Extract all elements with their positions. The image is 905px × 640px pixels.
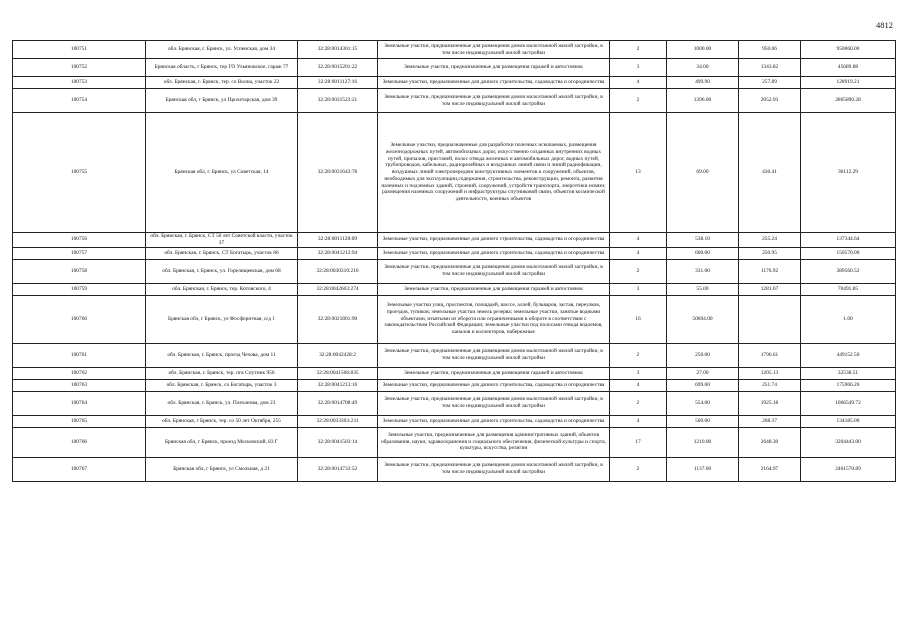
area-cell: 1000.00 <box>667 41 739 59</box>
group-number-cell: 2 <box>610 259 667 283</box>
cadastral-value-cell: 137344.64 <box>801 233 896 248</box>
address-cell: Брянская обл, г Брянск, ул Смольная, д 21 <box>146 457 298 481</box>
area-cell: 1137.00 <box>667 457 739 481</box>
row-id-cell: 100765 <box>13 415 146 427</box>
address-cell: обл. Брянская, г. Брянск, проезд Чехова, дом 11 <box>146 343 298 367</box>
cadastral-number-cell: 32:28:0015201:22 <box>298 59 378 77</box>
group-number-cell: 2 <box>610 41 667 59</box>
area-cell: 27.00 <box>667 367 739 379</box>
row-id-cell: 100752 <box>13 59 146 77</box>
table-row <box>13 233 896 248</box>
address-cell: Брянская область, г Брянск, тер ГО Ульяновское, гараж 77 <box>146 59 298 77</box>
cadastral-number-cell: 32:28:0033303:231 <box>298 415 378 427</box>
unit-value-cell: 2052.93 <box>739 89 801 113</box>
cadastral-value-cell: 449152.50 <box>801 343 896 367</box>
table-row <box>13 391 896 415</box>
cadastral-number-cell: 32:28:0021801:90 <box>298 295 378 343</box>
land-use-cell: Земельные участки, предназначенные для размещения административных зданий, объектов образования, науки, здравоохранения и социального обеспечения, физической культуры и спорта, культуры, искусства, религии <box>378 427 610 457</box>
row-id-cell: 100761 <box>13 343 146 367</box>
land-use-cell: Земельные участки улиц, проспектов, площадей, шоссе, аллей, бульваров, застав, переулков, проездов, тупиков; земельные участки земель резерва; земельные участки, занятые водными объектами, изъятыми из оборота или ограниченными в обороте в соответствии с законодательством Российской Федерации; земельные участки под полосами отвода водоемов, каналов и коллекторов, набережные <box>378 295 610 343</box>
land-use-cell: Земельные участки, предназначенные для размещения гаражей и автостоянок <box>378 367 610 379</box>
group-number-cell: 2 <box>610 457 667 481</box>
address-cell: обл. Брянская, г Брянск, тер. со 50 лет Октября, 255 <box>146 415 298 427</box>
table-row <box>13 247 896 259</box>
cadastral-value-cell: 150570.00 <box>801 247 896 259</box>
area-cell: 50694.00 <box>667 295 739 343</box>
land-registry-table <box>12 40 896 482</box>
area-cell: 554.00 <box>667 391 739 415</box>
unit-value-cell: 1176.92 <box>739 259 801 283</box>
address-cell: Брянская обл, г Брянск, ул Фосфоритная, о/д 1 <box>146 295 298 343</box>
cadastral-number-cell: 32:28:0041213:16 <box>298 379 378 391</box>
table-row <box>13 295 896 343</box>
group-number-cell: 2 <box>610 343 667 367</box>
area-cell: 331.00 <box>667 259 739 283</box>
row-id-cell: 100751 <box>13 41 146 59</box>
table-row <box>13 415 896 427</box>
address-cell: Брянская обл, г Брянск, проезд Московский, 83 Г <box>146 427 298 457</box>
row-id-cell: 100756 <box>13 233 146 248</box>
address-cell: обл. Брянская, г. Брянск, тер. со Волна, участок 22 <box>146 77 298 89</box>
area-cell: 55.00 <box>667 283 739 295</box>
cadastral-number-cell: 32:28:0011127:16 <box>298 77 378 89</box>
area-cell: 1210.00 <box>667 427 739 457</box>
cadastral-number-cell: 32:28:0011128:69 <box>298 233 378 248</box>
address-cell: обл. Брянская, г. Брянск, ул. Успенская, дом 34 <box>146 41 298 59</box>
unit-value-cell: 950.06 <box>739 41 801 59</box>
unit-value-cell <box>739 295 801 343</box>
area-cell: 1396.00 <box>667 89 739 113</box>
area-cell: 250.00 <box>667 343 739 367</box>
land-use-cell: Земельные участки, предназначенные для дачного строительства, садоводства и огородничества <box>378 379 610 391</box>
area-cell: 34.00 <box>667 59 739 77</box>
unit-value-cell: 1281.67 <box>739 283 801 295</box>
group-number-cell: 3 <box>610 59 667 77</box>
cadastral-value-cell: 30112.29 <box>801 113 896 233</box>
address-cell: обл. Брянская, г. Брянск, со Богатырь, участок 3 <box>146 379 298 391</box>
cadastral-number-cell: 32:28:0014301:15 <box>298 41 378 59</box>
group-number-cell: 17 <box>610 427 667 457</box>
group-number-cell: 3 <box>610 367 667 379</box>
row-id-cell: 100763 <box>13 379 146 391</box>
cadastral-number-cell: 32:28:0042603:274 <box>298 283 378 295</box>
table-row <box>13 283 896 295</box>
address-cell: обл. Брянская, г. Брянск, ул. Горелищевская, дом 68 <box>146 259 298 283</box>
cadastral-number-cell: 32:28:0031643:78 <box>298 113 378 233</box>
cadastral-number-cell: 32:28:0031523:21 <box>298 89 378 113</box>
group-number-cell: 3 <box>610 283 667 295</box>
unit-value-cell: 250.95 <box>739 247 801 259</box>
table-body <box>13 41 896 482</box>
group-number-cell: 2 <box>610 89 667 113</box>
area-cell: 500.00 <box>667 415 739 427</box>
cadastral-number-cell: 32:28:0041213:94 <box>298 247 378 259</box>
unit-value-cell: 268.37 <box>739 415 801 427</box>
cadastral-value-cell: 134185.00 <box>801 415 896 427</box>
land-use-cell: Земельные участки, предназначенные для размещения домов малоэтажной жилой застройки, в том числе индивидуальной жилой застройки <box>378 41 610 59</box>
address-cell: обл. Брянская, г. Брянск, СТ 50 лет Советской власти, участок 37 <box>146 233 298 248</box>
table-row <box>13 343 896 367</box>
address-cell: Брянская обл, г Брянск, ул Пролетарская, дом 39 <box>146 89 298 113</box>
cadastral-value-cell: 32538.51 <box>801 367 896 379</box>
cadastral-value-cell: 3204443.00 <box>801 427 896 457</box>
unit-value-cell: 255.24 <box>739 233 801 248</box>
table-row <box>13 113 896 233</box>
row-id-cell: 100766 <box>13 427 146 457</box>
land-use-cell: Земельные участки, предназначенные для размещения гаражей и автостоянок <box>378 283 610 295</box>
cadastral-value-cell: 70491.85 <box>801 283 896 295</box>
group-number-cell: 2 <box>610 391 667 415</box>
land-use-cell: Земельные участки, предназначенные для дачного строительства, садоводства и огородничества <box>378 247 610 259</box>
row-id-cell: 100753 <box>13 77 146 89</box>
land-use-cell: Земельные участки, предназначенные для дачного строительства, садоводства и огородничества <box>378 415 610 427</box>
address-cell: Брянская обл, г. Брянск, ул Советская, 14 <box>146 113 298 233</box>
table-row <box>13 59 896 77</box>
address-cell: обл. Брянская, г. Брянск, тер. пгк Спутник 956 <box>146 367 298 379</box>
cadastral-value-cell: 1066549.72 <box>801 391 896 415</box>
row-id-cell: 100764 <box>13 391 146 415</box>
unit-value-cell: 1925.18 <box>739 391 801 415</box>
land-use-cell: Земельные участки, предназначенные для разработки полезных ископаемых, размещения железнодорожных путей, автомобильных дорог, искусственно созданных внутренних водных путей, причалов, пристаней, полос отвода железных и автомобильных дорог, водных путей, трубопроводов, кабельных, радиорелейных и воздушных линий связи и линий радиофикации, воздушных линий электропередачи конструктивных элементов и сооружений, объектов, необходимых для эксплуатации,содержания, строительства, реконструкции, ремонта, развития наземных и подземных зданий, строений, сооружений, устройств транспорта, энергетики исвязи; размещения наземных сооружений и инфраструктуры спутниковой связи, объектов космической деятельности, военных объектов <box>378 113 610 233</box>
table-row <box>13 77 896 89</box>
row-id-cell: 100767 <box>13 457 146 481</box>
row-id-cell: 100754 <box>13 89 146 113</box>
table-row <box>13 41 896 59</box>
group-number-cell: 4 <box>610 233 667 248</box>
row-id-cell: 100758 <box>13 259 146 283</box>
land-use-cell: Земельные участки, предназначенные для дачного строительства, садоводства и огородничества <box>378 77 610 89</box>
unit-value-cell: 1343.82 <box>739 59 801 77</box>
land-use-cell: Земельные участки, предназначенные для размещения домов малоэтажной жилой застройки, в том числе индивидуальной жилой застройки <box>378 343 610 367</box>
row-id-cell: 100759 <box>13 283 146 295</box>
unit-value-cell: 1205.13 <box>739 367 801 379</box>
cadastral-value-cell: 128919.21 <box>801 77 896 89</box>
cadastral-value-cell: 389560.52 <box>801 259 896 283</box>
group-number-cell: 4 <box>610 247 667 259</box>
group-number-cell: 4 <box>610 379 667 391</box>
group-number-cell: 4 <box>610 415 667 427</box>
row-id-cell: 100762 <box>13 367 146 379</box>
area-cell: 600.00 <box>667 247 739 259</box>
row-id-cell: 100760 <box>13 295 146 343</box>
land-use-cell: Земельные участки, предназначенные для дачного строительства, садоводства и огородничества <box>378 233 610 248</box>
cadastral-number-cell: 32:28:0014708:49 <box>298 391 378 415</box>
cadastral-number-cell: 32:28:0041503:14 <box>298 427 378 457</box>
group-number-cell: 13 <box>610 113 667 233</box>
land-use-cell: Земельные участки, предназначенные для размещения домов малоэтажной жилой застройки, в том числе индивидуальной жилой застройки <box>378 259 610 283</box>
area-cell: 699.00 <box>667 379 739 391</box>
cadastral-value-cell: 2461570.89 <box>801 457 896 481</box>
table-row <box>13 427 896 457</box>
cadastral-number-cell: 32:28:0042428:2 <box>298 343 378 367</box>
unit-value-cell: 436.41 <box>739 113 801 233</box>
unit-value-cell: 2164.97 <box>739 457 801 481</box>
unit-value-cell: 1796.61 <box>739 343 801 367</box>
table-row <box>13 367 896 379</box>
unit-value-cell: 257.89 <box>739 77 801 89</box>
address-cell: обл. Брянская, г. Брянск, ул. Плеханова, дом 23 <box>146 391 298 415</box>
table-row <box>13 457 896 481</box>
area-cell: 499.90 <box>667 77 739 89</box>
cadastral-number-cell: 32:28:0030310:216 <box>298 259 378 283</box>
address-cell: обл. Брянская, г. Брянск, тер. Котовского, 4 <box>146 283 298 295</box>
cadastral-number-cell: 32:28:0041506:835 <box>298 367 378 379</box>
land-use-cell: Земельные участки, предназначенные для размещения домов малоэтажной жилой застройки, в том числе индивидуальной жилой застройки <box>378 457 610 481</box>
group-number-cell: 4 <box>610 77 667 89</box>
cadastral-value-cell: 45689.88 <box>801 59 896 77</box>
cadastral-number-cell: 32:28:0014733:52 <box>298 457 378 481</box>
row-id-cell: 100755 <box>13 113 146 233</box>
address-cell: обл. Брянская, г. Брянск, СТ Богатырь, участок 86 <box>146 247 298 259</box>
land-use-cell: Земельные участки, предназначенные для размещения гаражей и автостоянок <box>378 59 610 77</box>
unit-value-cell: 251.74 <box>739 379 801 391</box>
table-row <box>13 379 896 391</box>
unit-value-cell: 2648.30 <box>739 427 801 457</box>
row-id-cell: 100757 <box>13 247 146 259</box>
cadastral-value-cell: 950060.00 <box>801 41 896 59</box>
table-row <box>13 89 896 113</box>
area-cell: 69.00 <box>667 113 739 233</box>
cadastral-value-cell: 1.00 <box>801 295 896 343</box>
land-use-cell: Земельные участки, предназначенные для размещения домов малоэтажной жилой застройки, в том числе индивидуальной жилой застройки <box>378 89 610 113</box>
table-row <box>13 259 896 283</box>
group-number-cell: 16 <box>610 295 667 343</box>
cadastral-value-cell: 175966.26 <box>801 379 896 391</box>
land-use-cell: Земельные участки, предназначенные для размещения домов малоэтажной жилой застройки, в том числе индивидуальной жилой застройки <box>378 391 610 415</box>
page-number: 4812 <box>876 20 893 30</box>
cadastral-value-cell: 2865890.28 <box>801 89 896 113</box>
area-cell: 538.10 <box>667 233 739 248</box>
